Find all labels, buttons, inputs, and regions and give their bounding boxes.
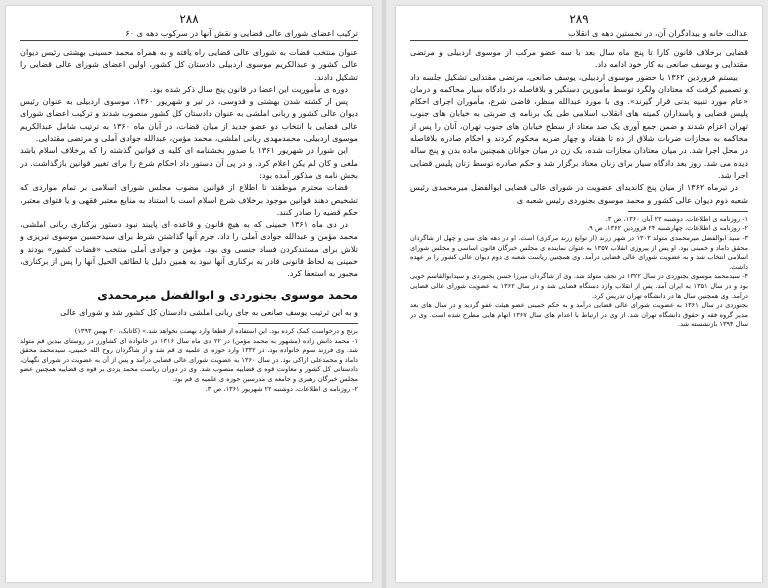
footnote: ۱- محمد دانش زاده (مشهور به محمد مؤمن) در ۲۲ دی ماه سال ۱۳۱۶ در خانواده ای کشاورز در روستای بیدین قم متولد شد. وی فرزند سوم خانواده بود. در ۱۳۳۲ وارد حوزه ی علمیه ی قم شد و از شاگردان روح الله خمینی، سیدمحمد محقق داماد و محمدعلی اراکی بود. در سال ۱۳۶۰ به عضویت شورای عالی قضایی درآمد و پس از آن به عضویت در شورای نگهبان، دادستانی کل کشور و معاونت قوه ی قضاییه منصوب شد. وی در دوران ریاست محمد یزدی بر قوه ی قضاییه همچنین عضو مجلس خبرگان رهبری و جامعه ی مدرسین حوزه ی علمیه ی قم بود. [20, 336, 358, 383]
quote-paragraph: قضات محترم موظفند تا اطلاع از قوانین مصوب مجلس شورای اسلامی بر تمام مواردی که تشخیص دهند قوانین موجود برخلاف شرع اسلام است با استناد به منابع معتبر فقهی و یا فتوای معتبر، حکم قضیه را صادر کنند. [20, 182, 358, 217]
footnote: بجنوردی در سال ۱۳۶۱ به عضویت شورای عالی قضایی درآمد و به حکم خمینی عضو هیئت عفو گردید و در سال های بعد مدیر گروه فقه و حقوق دانشگاه تهران شد. از وی در ارتباط با اعدام های سال ۱۳۶۷ اتهام هایی مطرح شده است. وی در سال ۱۳۹۴ بازنشسته شد. [410, 301, 748, 329]
paragraph: قضایی برخلاف قانون کارا تا پنج ماه سال بعد با سه عضو مرکب از موسوی اردبیلی و مرتضی مقتدایی و یوسف صانعی به کار خود ادامه داد. [410, 47, 748, 70]
page-body [20, 46, 358, 574]
book-gutter [382, 0, 386, 588]
running-head: عدالت خانه و بیدادگران آن، در نخستین دهه ی انقلاب [410, 28, 748, 41]
paragraph: در تیرماه ۱۳۶۲ از میان پنج کاندیدای عضویت در شورای عالی قضایی ابوالفضل میرمحمدی رئیس شعبه دوم دیوان عالی کشور و محمد موسوی بجنوردی رئیس شعبه ی [410, 182, 748, 205]
footnote: ۳- سید ابوالفضل میرمحمدی متولد ۱۳۰۳ در شهر زرند (از توابع زرند مرکزی) است. او در دهه های سی و چهل از شاگردان محقق داماد و خمینی بود. او پس از پیروزی انقلاب ۱۳۵۷ به عنوان نماینده ی مجلس خبرگان قانون اساسی و مجلس شورای اسلامی انتخاب شد و به عضویت شورای عالی قضایی درآمد. وی همچنین ریاست شعبه ی دوم دیوان عالی کشور را بر عهده داشت. [410, 234, 748, 271]
page-number: ۲۸۸ [179, 12, 199, 26]
paragraph: در دی ماه ۱۳۶۱ خمینی که به هیچ قانون و قاعده ای پایبند نبود دستور برکناری ربانی املشی، محمد مؤمن و عبدالله جوادی آملی را داد. جرم آنها گذاشتن شرط برای سیدحسین موسوی تبریزی و تلاش برای مستندکردن فساد جنسی وی بود. مؤمن و جوادی آملی منتخب «قضات کشور» بودند و خمینی به لحاظ قانونی قادر به برکناری آنها نبود به همین دلیل با لطائف الحیل آنها را پس از برکناری، مجبور به استعفا کرد. [20, 219, 358, 279]
paragraph: عنوان منتخب قضات به شورای عالی قضایی راه یافته و به همراه محمد حسینی بهشتی رئیس دیوان عالی کشور و عبدالکریم موسوی اردبیلی دادستان کل کشور، اولین اعضای شورای عالی قضایی را تشکیل دادند. [20, 47, 358, 82]
footnote-separator [628, 211, 748, 212]
running-head: ترکیب اعضای شورای عالی قضایی و نقش آنها در سرکوب دهه ی ۶۰ [20, 28, 358, 41]
footnote: ۲- روزنامه ی اطلاعات، چهارشنبه ۲۴ فروردین ۱۳۶۲، ص ۹. [587, 224, 748, 233]
footnote: ۴- سیدمحمد موسوی بجنوردی در سال ۱۳۲۲ در نجف متولد شد. وی از شاگردان میرزا حسن بجنوردی و سیدابوالقاسم خویی بود و در سال ۱۳۵۱ به ایران آمد. پس از انقلاب وارد دستگاه قضایی شد و در سال ۱۳۶۲ به عضویت شورای عالی قضایی درآمد. وی همچنین سال ها در دانشگاه تهران تدریس کرد. [410, 272, 748, 300]
page-number: ۲۸۹ [569, 12, 589, 26]
footnote-separator [238, 323, 358, 324]
right-page [396, 6, 762, 582]
section-heading: محمد موسوی بجنوردی و ابوالفضل میرمحمدی [97, 287, 358, 302]
footnote: ۲- روزنامه ی اطلاعات، دوشنبه ۲۲ شهریور ۱۳۶۱، ص ۳. [205, 384, 358, 393]
footnote: برنج و درخواست کمک کرده بود. این استفاده از قطعا وارد نهضت نخواهد شد.» (کاتابک، ۳۰ بهمن ۱۳۹۳) [74, 326, 358, 335]
paragraph: بیستم فروردین ۱۳۶۲ با حضور موسوی اردبیلی، یوسف صانعی، مرتضی مقتدایی تشکیل جلسه داد و تصمیم گرفت که معتادان ولگرد توسط مأمورین دستگیر و بلافاصله در دادگاه سیار محاکمه و درمان «عام مورد تنبیه بدنی قرار گیرند». وی با مورد عبدالله منظر، قاضی شرع، مأموران اجرای احکام پلیس قضایی و پاسداران کمیته های انقلاب اسلامی طی یک برنامه ی ضربتی به خیابان های جنوب تهران اعزام شدند و ضمن جمع آوری یک صد معتاد از سطح خیابان های جنوب تهران، آنان را پس از محاکمه به مجازات ضربات شلاق از ده تا هفتاد و چهار ضربه محکوم کردند و احکام صادره بلافاصله در محل اجرا شد. در میان معتادان مجازات شده، یک زن در میان جوانان همچنین ماده بدن و پنج ساله دیده می شد. روز بعد دادگاه سیار برای زنان معتاد برگزار شد و حکم صادره توسط زنان پلیس قضایی اجرا شد. [410, 71, 748, 180]
paragraph: پس از کشته شدن بهشتی و قدوسی، در تیر و شهریور ۱۳۶۰، موسوی اردبیلی به عنوان رئیس دیوان عالی کشور و ربانی املشی به عنوان دادستان کل کشور منصوب شدند و ترکیب اعضای شورای عالی قضایی با انتخاب دو عضو جدید از میان قضات، در آبان ماه ۱۳۶۰ به ترتیب شامل عبدالکریم موسوی اردبیلی، محمدمهدی ربانی املشی، محمد مؤمن، عبدالله جوادی آملی و مرتضی مقتدایی. [20, 96, 358, 144]
paragraph: و به این ترتیب یوسف صانعی به جای ربانی املشی دادستان کل کشور شد و شورای عالی [60, 306, 358, 317]
left-page [6, 6, 372, 582]
paragraph: این شورا در شهریور ۱۳۶۱ با صدور بخشنامه ای کلیه ی قوانین گذشته را که برخلاف اسلام باشد ملغی و کان لم یکن اعلام کرد. و در پی آن دستور داد احکام شرع را برای تغییر قوانین بازگذاشت. در بخش نامه ی مذکور آمده بود: [20, 145, 358, 180]
footnote: ۱- روزنامه ی اطلاعات، دوشنبه ۲۲ آبان ۱۳۶۰، ص ۳. [605, 214, 748, 223]
paragraph: دوره ی مأموریت این اعضا در قانون پنج سال ذکر شده بود. [149, 83, 348, 94]
page-body [410, 46, 748, 574]
